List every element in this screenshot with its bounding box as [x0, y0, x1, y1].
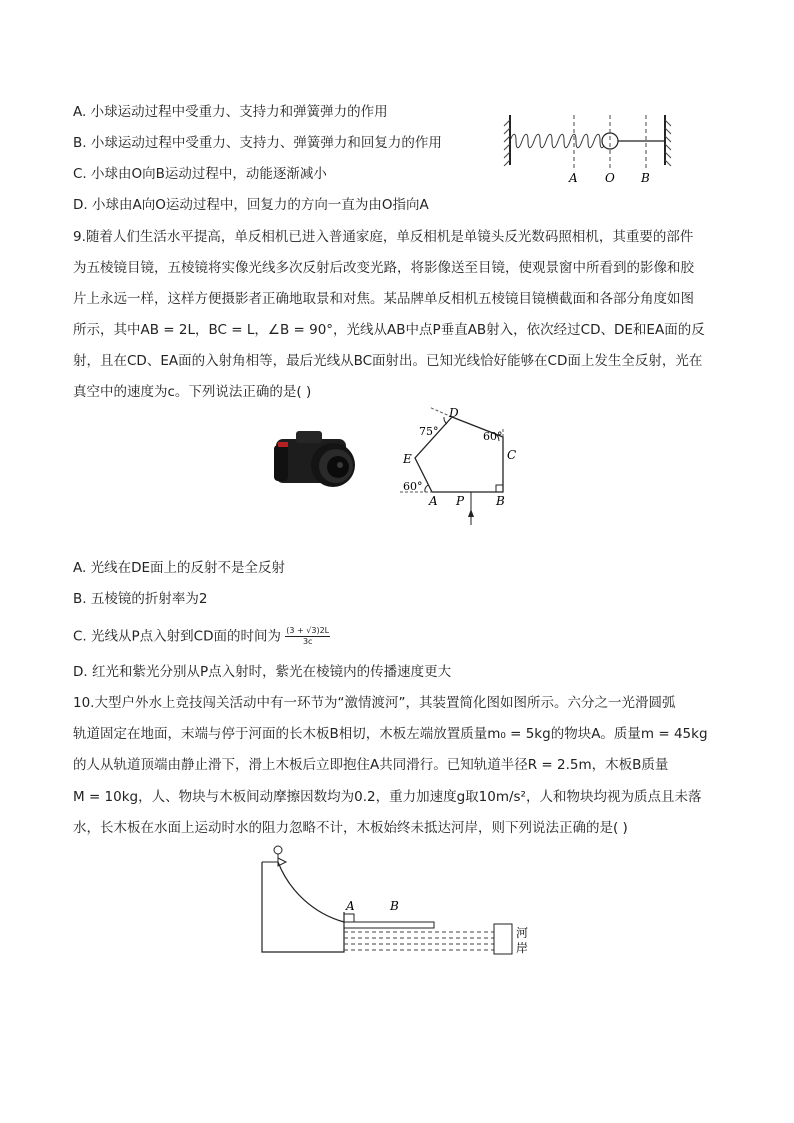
q9-stem-line-2: 为五棱镜目镜，五棱镜将实像光线多次反射后改变光路，将影像送至目镜，使观景窗中所看到的影像和胶: [73, 260, 694, 276]
label-o: O: [605, 171, 615, 185]
board-b: [344, 922, 434, 928]
label-p: P: [456, 494, 465, 508]
label-a: A: [346, 899, 355, 913]
label-d: D: [449, 406, 459, 420]
fraction-numerator: (3 + √3)2L: [286, 626, 330, 635]
label-e: E: [403, 452, 412, 466]
q10-stem-line-5: 水，长木板在水面上运动时水的阻力忽略不计，木板始终未抵达河岸，则下列说法正确的是( ): [73, 820, 628, 836]
q8-option-c: C. 小球由O向B运动过程中，动能逐渐减小: [73, 166, 327, 182]
label-b: B: [390, 899, 399, 913]
block-a: [344, 914, 354, 922]
fraction-denominator: 3c: [302, 637, 313, 646]
q10-stem-line-3: 的人从轨道顶端由静止滑下，滑上木板后立即抱住A共同滑行。已知轨道半径R = 2.5m，木板B质量: [73, 757, 669, 773]
q8-option-d: D. 小球由A向O运动过程中，回复力的方向一直为由O指向A: [73, 197, 429, 213]
q10-stem-line-1: 10.大型户外水上竞技闯关活动中有一环节为“激情渡河”，其装置简化图如图所示。六分之一光滑圆弧: [73, 695, 676, 711]
bank-label-1: 河: [516, 926, 529, 940]
spring-coil: [510, 134, 606, 148]
q10-stem-line-4: M = 10kg，人、物块与木板间动摩擦因数均为0.2，重力加速度g取10m/s²，人和物块均视为质点且未落: [73, 789, 702, 805]
q9-option-b: B. 五棱镜的折射率为2: [73, 591, 208, 607]
q9-stem-line-4: 所示，其中AB = 2L，BC = L，∠B = 90°，光线从AB中点P垂直AB射入，依次经过CD、DE和EA面的反: [73, 322, 705, 338]
label-b: B: [641, 171, 650, 185]
q9-option-c-text: C. 光线从P点入射到CD面的时间为: [73, 628, 281, 645]
q9-option-a: A. 光线在DE面上的反射不是全反射: [73, 560, 286, 576]
label-a: A: [429, 494, 438, 508]
q8-option-a: A. 小球运动过程中受重力、支持力和弹簧弹力的作用: [73, 104, 388, 120]
bank-label-2: 岸: [516, 941, 529, 955]
label-a: A: [569, 171, 578, 185]
river-crossing-figure: [258, 840, 538, 965]
q9-stem-line-1: 9.随着人们生活水平提高，单反相机已进入普通家庭，单反相机是单镜头反光数码照相机，其重要的部件: [73, 229, 694, 245]
angle-a: 60°: [403, 480, 423, 493]
q9-stem-line-6: 真空中的速度为c。下列说法正确的是( ): [73, 384, 312, 400]
arc-track: [262, 862, 344, 952]
q9-stem-line-3: 片上永远一样，这样方便摄影者正确地取景和对焦。某品牌单反相机五棱镜目镜横截面和各部分角度如图: [73, 291, 694, 307]
label-c: C: [507, 448, 517, 462]
label-b: B: [496, 494, 505, 508]
q8-option-b: B. 小球运动过程中受重力、支持力、弹簧弹力和回复力的作用: [73, 135, 442, 151]
q10-stem-line-2: 轨道固定在地面，末端与停于河面的长木板B相切，木板左端放置质量m₀ = 5kg的物块A。质量m = 45kg: [73, 726, 708, 742]
q9-option-c-fraction: [285, 626, 330, 647]
q9-stem-line-5: 射，且在CD、EA面的入射角相等，最后光线从BC面射出。已知光线恰好能够在CD面上发生全反射，光在: [73, 353, 703, 369]
q9-option-d: D. 红光和紫光分别从P点入射时，紫光在棱镜内的传播速度更大: [73, 664, 452, 680]
spring-oscillator-figure: [500, 110, 680, 190]
dslr-camera-image: [270, 425, 370, 495]
q9-option-c: [73, 626, 330, 647]
angle-c: 60°: [483, 430, 503, 443]
angle-d: 75°: [419, 425, 439, 438]
pentaprism-figure: [395, 405, 545, 535]
river-bank: [494, 924, 512, 954]
